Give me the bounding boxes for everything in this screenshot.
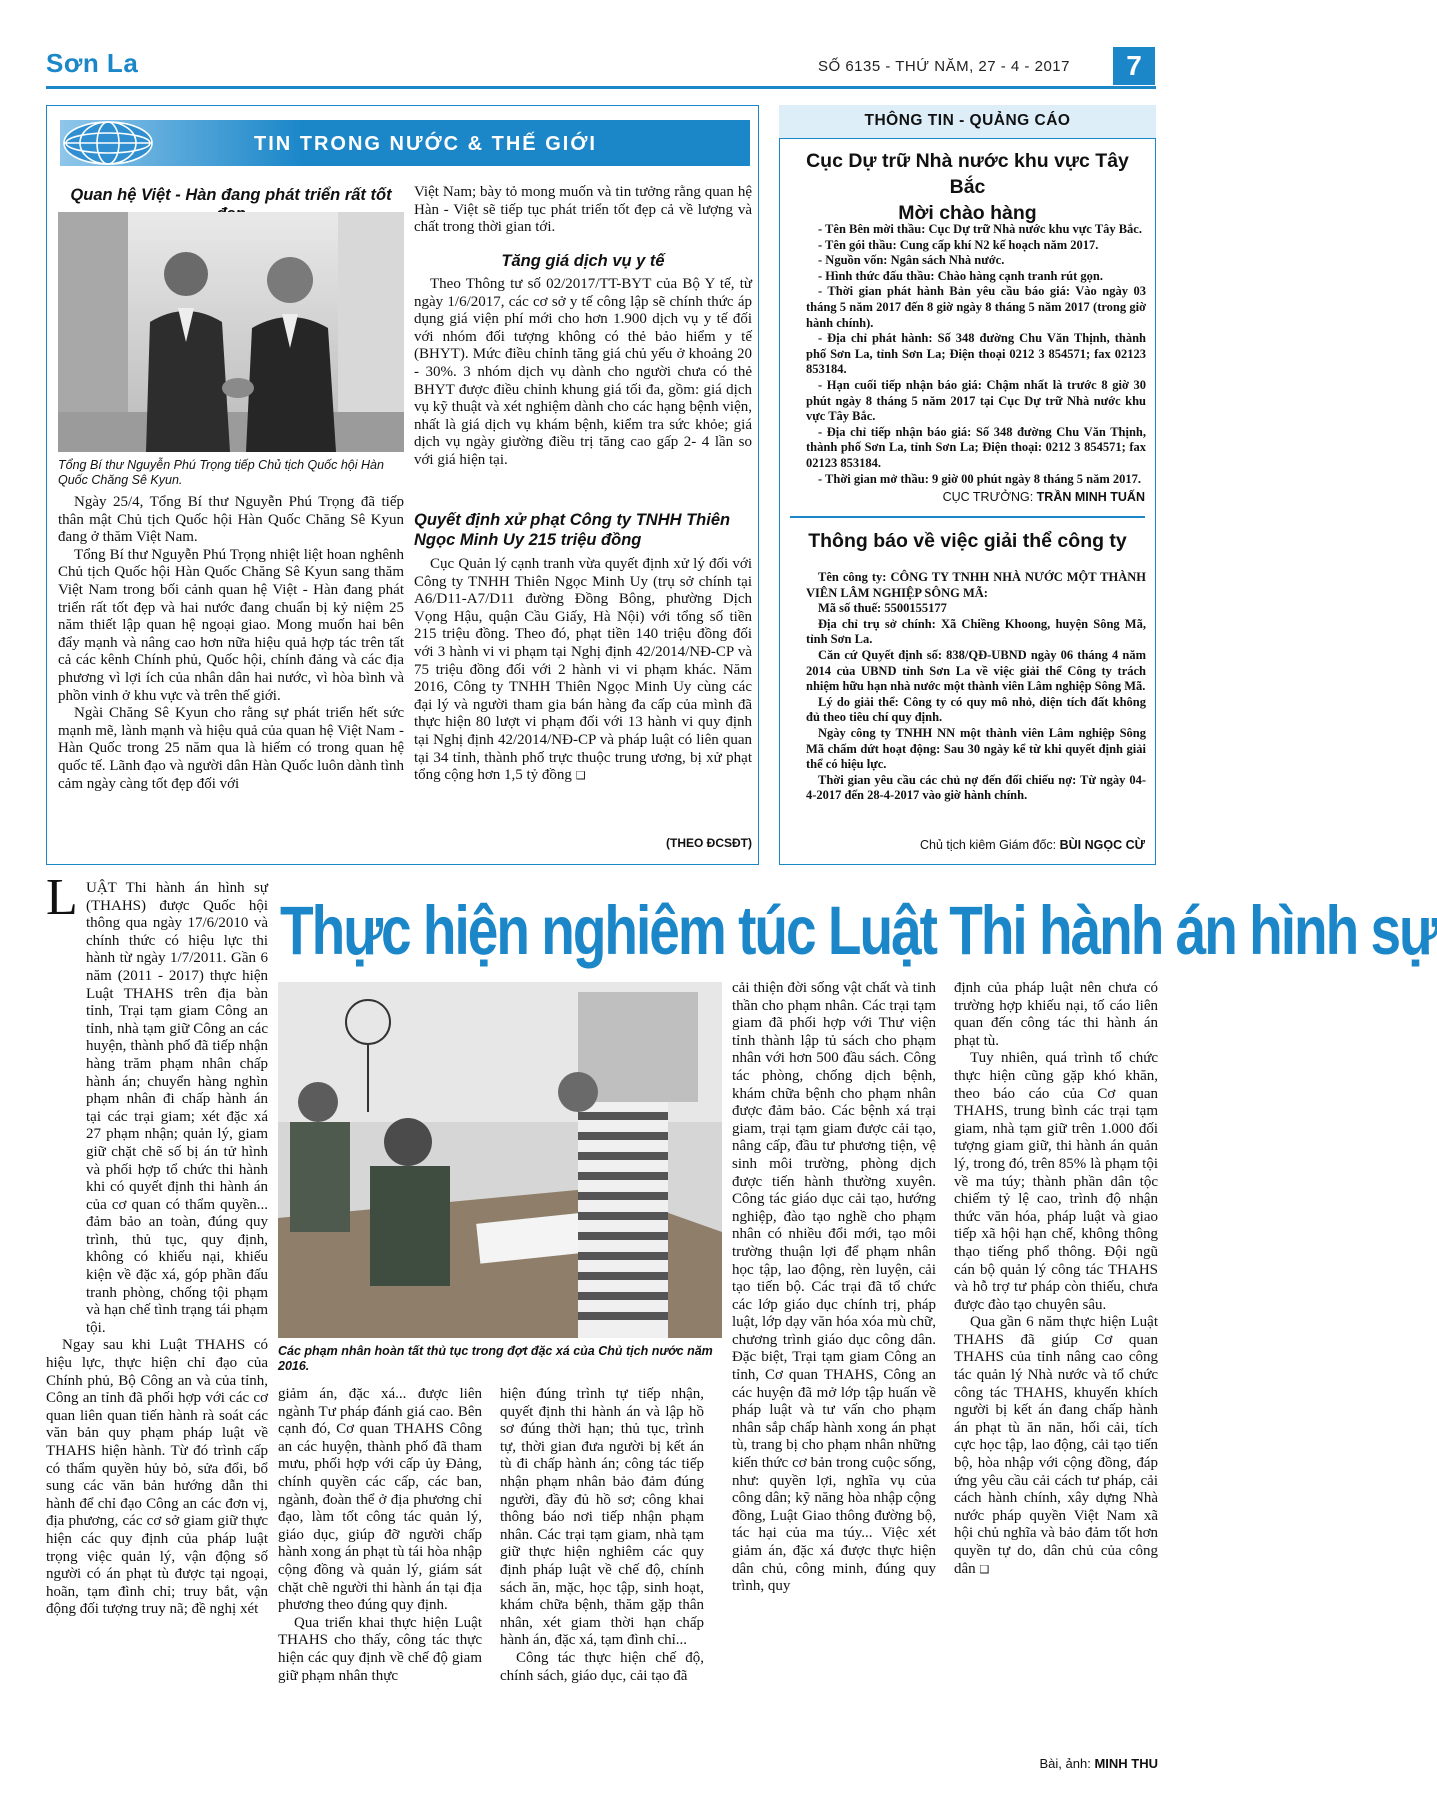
feature-col2 xyxy=(278,1386,482,1685)
article1-paragraph: Ngày 25/4, Tổng Bí thư Nguyễn Phú Trọng đã tiếp thân mật Chủ tịch Quốc hội Hàn Quốc Chăng Sê Kyun đang ở thăm Việt Nam. xyxy=(58,494,404,546)
ad1-title xyxy=(790,148,1145,226)
ad1-line: - Thời gian phát hành Bản yêu cầu báo giá: Vào ngày 03 tháng 5 năm 2017 đến 8 giờ ngày 8 tháng 5 năm 2017 (trong giờ hành chính). xyxy=(806,284,1146,330)
ads-label: THÔNG TIN - QUẢNG CÁO xyxy=(864,112,1071,129)
ad1-line: - Hình thức đấu thầu: Chào hàng cạnh tranh rút gọn. xyxy=(818,268,1103,283)
ad2-line: Mã số thuế: 5500155177 xyxy=(818,601,947,616)
feature-photo-caption: Các phạm nhân hoàn tất thủ tục trong đợt đặc xá của Chủ tịch nước năm 2016. xyxy=(278,1344,713,1373)
feature-paragraph: định của pháp luật nên chưa có trường hợp khiếu nại, tố cáo liên quan đến công tác thi hành án phạt tù. xyxy=(954,980,1158,1049)
header-rule xyxy=(46,86,1156,89)
feature-paragraph: UẬT Thi hành án hình sự (THAHS) được Quốc hội thông qua ngày 17/6/2010 và chính thức có hiệu lực thi hành từ ngày 1/7/2011. Gần 6 năm (2011 - 2017) thực hiện Luật THAHS trên địa bàn tỉnh, Trại tạm giam Công an tỉnh, nhà tạm giữ Công an các huyện, thành phố đã tiếp nhận hàng trăm phạm nhân chấp hành án; chuyển hàng nghìn phạm nhân đi chấp hành án tại các trại giam; xét đặc xá 27 phạm nhận; quản lý, giam giữ chặt chẽ số bị án tử hình và phối hợp tổ chức thi hành khi có quyết định thi hành án của cơ quan có thẩm quyền... đảm bảo an toàn, đúng quy trình, thủ tục, quy định, không có khiếu nại, khiếu kiện về đặc xá, góp phần đấu tranh phòng, chống tội phạm và hạn chế tình trạng tái phạm tội. xyxy=(86,880,268,1336)
article1-headline: Quan hệ Việt - Hàn đang phát triển rất tốt xyxy=(70,186,392,204)
feature-paragraph: giảm án, đặc xá... được liên ngành Tư pháp đánh giá cao. Bên cạnh đó, Cơ quan THAHS Công an các huyện, thành phố đã tham mưu, phối hợp với cấp ủy Đảng, chính quyền các cấp, các ban, ngành, đoàn thể ở địa phương chỉ đạo, làm tốt công tác quản lý, giáo dục, giúp đỡ người chấp hành xong án phạt tù tái hòa nhập cộng đồng và quản lý, giám sát chặt chẽ người thi hành án tại địa phương theo đúng quy định. xyxy=(278,1386,482,1614)
ad2-sig-role: Chủ tịch kiêm Giám đốc: xyxy=(919,838,1057,852)
article3-headline: Quyết định xử phạt Công ty TNHH Thiên Ngọc Minh Uy 215 triệu đồng xyxy=(414,511,731,549)
ad1-line: - Thời gian mở thầu: 9 giờ 00 phút ngày 8 tháng 5 năm 2017. xyxy=(818,471,1142,486)
article1-paragraph: Tổng Bí thư Nguyễn Phú Trọng nhiệt liệt hoan nghênh Chủ tịch Quốc hội Hàn Quốc Chăng Sê Kyun sang thăm Việt Nam trong bối cảnh quan hệ Việt - Hàn đang phát triển rất tốt đẹp và hai nước đang chuẩn bị kỷ niệm 25 năm thiết lập quan hệ ngoại giao. Mong muốn hai bên đẩy mạnh và nâng cao hơn nữa hiệu quả hợp tác trên tất cả các kênh Chính phủ, Quốc hội, chính đảng và các địa phương vì lợi ích của nhân dân hai nước, vì hòa bình và phồn vinh ở khu vực và trên thế giới. xyxy=(58,546,404,704)
article1-continued xyxy=(414,184,752,237)
article2-body xyxy=(414,276,752,470)
article3-source: (THEO ĐCSĐT) xyxy=(666,836,752,850)
ad1-line: - Tên gói thầu: Cung cấp khí N2 kế hoạch năm 2017. xyxy=(818,237,1099,252)
article1-paragraph: Ngài Chăng Sê Kyun cho rằng sự phát triển hết sức mạnh mẽ, lành mạnh và hiệu quả của quan hệ Việt Nam - Hàn Quốc trong 25 năm qua là hiếm có trong quan hệ quốc tế. Lãnh đạo và người dân Hàn Quốc luôn dành tình cảm ngày càng tốt đẹp đối với xyxy=(58,705,404,792)
ad1-line: - Địa chỉ phát hành: Số 348 đường Chu Văn Thịnh, thành phố Sơn La, tỉnh Sơn La; Điện thoại 0212 3 854571; fax 02123 853184. xyxy=(806,331,1146,377)
ad1-body xyxy=(806,222,1146,487)
ad2-line: Tên công ty: CÔNG TY TNHH NHÀ NƯỚC MỘT THÀNH VIÊN LÂM NGHIỆP SÔNG MÃ: xyxy=(806,570,1146,600)
byline-prefix: Bài, ảnh: xyxy=(1039,1756,1091,1771)
ad2-line: Địa chỉ trụ sở chính: Xã Chiềng Khoong, huyện Sông Mã, tỉnh Sơn La. xyxy=(806,616,1146,647)
ad2-title: Thông báo về việc giải thể công ty xyxy=(808,530,1127,552)
feature-paragraph: Công tác thực hiện chế độ, chính sách, giáo dục, cải tạo đã xyxy=(500,1649,704,1684)
feature-byline xyxy=(954,1756,1158,1771)
prisoners-photo xyxy=(278,982,722,1338)
feature-col1 xyxy=(46,880,268,1619)
ad1-sig-role: CỤC TRƯỞNG: xyxy=(942,490,1034,504)
feature-paragraph: hiện đúng trình tự tiếp nhận, quyết định thi hành án và lập hồ sơ đúng thời hạn; thủ tục, trình tự, thời gian đưa người bị kết án tù đi chấp hành án; công tác tiếp nhận phạm nhân bảo đảm đúng người, đầy đủ hồ sơ; công khai thông báo nơi tiếp nhận phạm nhân. Các trại tạm giam, nhà tạm giữ thực hiện nghiêm các quy định pháp luật về chế độ, chính sách ăn, mặc, học tập, sinh hoạt, khám chữa bệnh, thăm gặp thân nhân, xét giam thời hạn chấp hành án, đặc xá, tạm đình chỉ... xyxy=(500,1386,704,1649)
ad2-line: Thời gian yêu cầu các chủ nợ đến đối chiếu nợ: Từ ngày 04-4-2017 đến 28-4-2017 vào giờ hành chính. xyxy=(806,772,1146,803)
ad1-sig-name: TRẦN MINH TUẤN xyxy=(1036,490,1145,504)
article3-paragraph: Cục Quản lý cạnh tranh vừa quyết định xử lý đối với Công ty TNHH Thiên Ngọc Minh Uy (trụ sở chính tại A6/D11-A7/D11 đường Đồng Bông, phường Dịch Vọng Hậu, quận Cầu Giấy, Hà Nội) với tổng số tiền 215 triệu đồng. Theo đó, phạt tiền 140 triệu đồng đối với 3 hành vi vi phạm tại Nghị định 42/2014/NĐ-CP và 75 triệu đồng đối với 2 hành vi vi phạm khác. Năm 2016, Công ty TNHH Thiên Ngọc Minh Uy cùng các đại lý và người tham gia bán hàng đa cấp của mình đã thực hiện 80 lượt vi phạm đối với 13 hành vi quy định tại Nghị định 42/2014/NĐ-CP và pháp luật có liên quan tại 34 tỉnh, thành phố trực thuộc trung ương, bị xử phạt tổng cộng hơn 1,5 tỷ đồng xyxy=(414,556,752,784)
meeting-photo xyxy=(58,212,404,452)
feature-paragraph: Tuy nhiên, quá trình tổ chức thực hiện cũng gặp khó khăn, theo báo cáo của Cơ quan THAHS, trung bình các trại tạm giam, nhà tạm giữ trên 1.000 đối tượng giam giữ, thi hành án quản lý, trong đó, trên 85% là phạm tội về ma túy; thành phần dân tộc chiếm tỷ lệ cao, trình độ nhận thức văn hóa, pháp luật và giao tiếp xã hội hạn chế, không thông thạo tiếng phổ thông. Đội ngũ cán bộ quản lý công tác THAHS và hỗ trợ tư pháp còn thiếu, chưa được đào tạo chuyên sâu. xyxy=(954,1050,1158,1313)
article2-paragraph: Theo Thông tư số 02/2017/TT-BYT của Bộ Y tế, từ ngày 1/6/2017, các cơ sở y tế công lập sẽ chính thức áp dụng giá viện phí mới cho hơn 1.900 dịch vụ y tế đối với nhóm đối tượng không có thẻ bảo hiểm y tế (BHYT). Mức điều chỉnh tăng giá chủ yếu ở khoảng 20 - 30%. 3 nhóm dịch vụ dành cho người chưa có thẻ BHYT được điều chỉnh khung giá tối đa, gồm: giá dịch vụ kỹ thuật và xét nghiệm dành cho các hạng bệnh viện, nhất là giá dịch vụ khám bệnh, kiểm tra sức khỏe; giá dịch vụ ngày giường điều trị tăng cao gấp 2- 4 lần so với giá hiện tại. xyxy=(414,276,752,468)
ad1-line: - Hạn cuối tiếp nhận báo giá: Chậm nhất là trước 8 giờ 30 phút ngày 8 tháng 5 năm 2017 tại Cục Dự trữ Nhà nước khu vực Tây Bắc. xyxy=(806,377,1146,424)
ad2-sig-name: BÙI NGỌC CỪ xyxy=(1059,838,1145,852)
feature-paragraph: cải thiện đời sống vật chất và tinh thần cho phạm nhân. Các trại tạm giam đã phối hợp với Thư viện tỉnh thành lập tủ sách cho phạm nhân với hơn 500 đầu sách. Công tác phòng, chống dịch bệnh, khám chữa bệnh cho phạm nhân được đảm bảo. Các bệnh xá trại giam, trại tạm giam được cải tạo, nâng cấp, đầu tư phương tiện, vệ sinh môi trường, phòng dịch được tiến hành thường xuyên. Công tác giáo dục cải tạo, hướng nghiệp, đào tạo nghề cho phạm nhân có nhiều đổi mới, tạo môi trường thuận lợi để phạm nhân học tập, lao động, rèn luyện, cải tạo tiến bộ. Các trại đã tổ chức các lớp giáo dục chính trị, pháp luật, lớp dạy văn hóa xóa mù chữ, chương trình giáo dục công dân. Đặc biệt, Trại tạm giam Công an tỉnh, Cơ quan THAHS, Công an các huyện đã mở lớp tập huấn về pháp luật và tư vấn cho phạm nhân sắp chấp hành xong án phạt tù, trang bị cho phạm nhân những kiến thức cơ bản trong cuộc sống, như: quyền lợi, nghĩa vụ của công dân; kỹ năng hòa nhập cộng đồng, Luật Giao thông đường bộ, tác hại của ma túy... Việc xét giảm án, đặc xá được thực hiện dân chủ, công minh, đúng quy trình, quy xyxy=(732,980,936,1595)
page-number: 7 xyxy=(1113,47,1155,85)
ad2-line: Căn cứ Quyết định số: 838/QĐ-UBND ngày 06 tháng 4 năm 2014 của UBND tỉnh Sơn La về việc giải thể Công ty trách nhiệm hữu hạn nhà nước một thành viên Lâm nghiệp Sông Mã. xyxy=(806,647,1146,694)
ads-divider xyxy=(790,516,1145,518)
article2-headline: Tăng giá dịch vụ y tế xyxy=(501,252,665,270)
ad1-signature xyxy=(790,490,1145,504)
ad1-title-line1: Cục Dự trữ Nhà nước khu vực Tây Bắc xyxy=(806,150,1129,198)
section-name: Sơn La xyxy=(46,48,139,78)
article1-paragraph: Việt Nam; bày tỏ mong muốn và tin tưởng rằng quan hệ Hàn - Việt sẽ tiếp tục phát triển tốt đẹp cả về lượng và chất trong thời gian tới. xyxy=(414,184,752,236)
feature-col5 xyxy=(954,980,1158,1579)
dropcap: L xyxy=(46,869,78,926)
feature-col4 xyxy=(732,980,936,1596)
ad2-line: Lý do giải thể: Công ty có quy mô nhỏ, diện tích đất không đủ theo tiêu chí quy định. xyxy=(806,694,1146,725)
end-mark: ❑ xyxy=(979,1563,990,1576)
ad1-line: - Địa chỉ tiếp nhận báo giá: Số 348 đường Chu Văn Thịnh, thành phố Sơn La, tỉnh Sơn La; Điện thoại: 0212 3 854571; fax 02123 853184. xyxy=(806,424,1146,470)
news-banner-title: TIN TRONG NƯỚC & THẾ GIỚI xyxy=(254,133,597,155)
globe-icon xyxy=(64,122,152,164)
ad2-line: Ngày công ty TNHH NN một thành viên Lâm nghiệp Sông Mã chấm dứt hoạt động: Sau 30 ngày kể từ khi quyết định giải thể có hiệu lực. xyxy=(806,725,1146,772)
ad1-line: - Nguồn vốn: Ngân sách Nhà nước. xyxy=(818,253,1005,268)
ad1-title-line2: Mời chào hàng xyxy=(898,202,1037,224)
feature-paragraph: Qua triển khai thực hiện Luật THAHS cho thấy, công tác thực hiện các quy định về chế độ giam giữ phạm nhân thực xyxy=(278,1614,482,1684)
byline-name: MINH THU xyxy=(1094,1756,1158,1771)
article1-photo-caption: Tổng Bí thư Nguyễn Phú Trọng tiếp Chủ tịch Quốc hội Hàn Quốc Chăng Sê Kyun. xyxy=(58,458,384,487)
feature-title: Thực hiện nghiêm túc Luật Thi hành án hình sự xyxy=(280,891,1437,969)
article3-body xyxy=(414,556,752,786)
feature-paragraph: Qua gần 6 năm thực hiện Luật THAHS đã giúp Cơ quan THAHS của tỉnh nâng cao công tác quản lý Nhà nước và tổ chức công tác THAHS, khuyến khích người bị kết án đang chấp hành án phạt tù ăn năn, hối cải, tích cực học tập, lao động, cải tạo tiến bộ, hòa nhập với cộng đồng, đáp ứng yêu cầu cải cách tư pháp, cải cách hành chính, xây dựng Nhà nước pháp quyền Việt Nam xã hội chủ nghĩa và bảo đảm tốt hơn quyền tự do, dân chủ của công dân xyxy=(954,1314,1158,1577)
end-mark: ❑ xyxy=(575,770,586,783)
feature-paragraph: Ngay sau khi Luật THAHS có hiệu lực, thực hiện chỉ đạo của Chính phủ, Bộ Công an và của tỉnh, Công an tỉnh đã phối hợp với các cơ quan liên quan tiến hành rà soát các văn bản quy phạm pháp luật về THAHS hiện hành. Từ đó trình cấp có thẩm quyền hủy bỏ, sửa đổi, bổ sung các văn bản hướng dẫn thi hành để chỉ đạo Công an các đơn vị, địa phương, các cơ sở giam giữ thực hiện các quy định của pháp luật trọng việc quản lý, vận động số người có án phạt tù được tại ngoại, hoãn, tạm đình chỉ; truy bắt, vận động đối tượng truy nã; đề nghị xét xyxy=(46,1337,268,1618)
feature-col3 xyxy=(500,1386,704,1685)
article1-body xyxy=(58,494,404,793)
issue-info: SỐ 6135 - THỨ NĂM, 27 - 4 - 2017 xyxy=(818,58,1070,75)
ad2-signature xyxy=(790,838,1145,852)
ad1-line: - Tên Bên mời thầu: Cục Dự trữ Nhà nước khu vực Tây Bắc. xyxy=(818,222,1142,236)
ad2-body xyxy=(806,570,1146,804)
